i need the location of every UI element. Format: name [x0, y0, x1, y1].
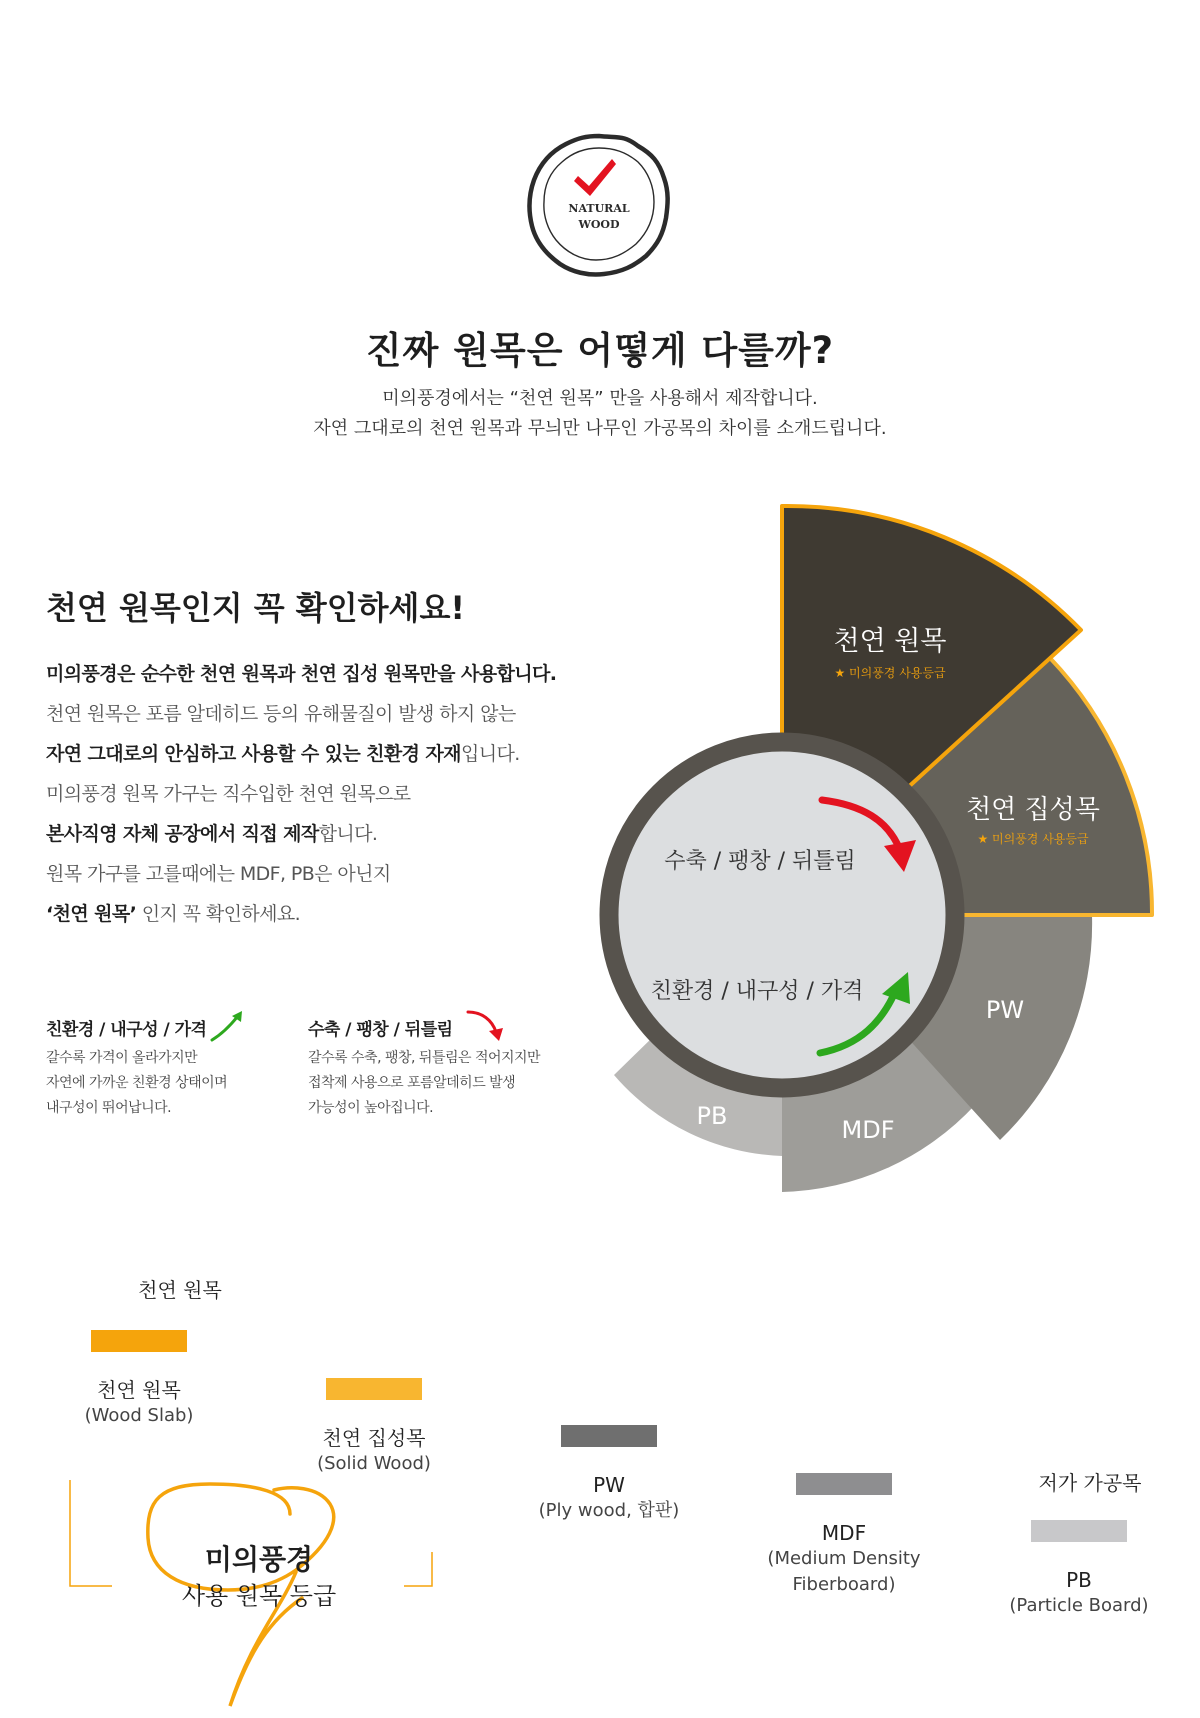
- grade-low-label: 저가 가공목: [1038, 1471, 1142, 1495]
- callout-line-1: 미의풍경: [204, 1543, 314, 1576]
- red-arrow-icon: [464, 1006, 510, 1046]
- grade-bar-wood-slab: [91, 1330, 187, 1352]
- legend-red-title: 수축 / 팽창 / 뒤틀림: [308, 1020, 453, 1040]
- grade-bar-solid-wood: [326, 1378, 422, 1400]
- body-line-7: ‘천연 원목’ 인지 꼭 확인하세요.: [46, 903, 301, 925]
- bracket-left-icon: [70, 1480, 112, 1586]
- body-line-2: 천연 원목은 포름 알데히드 등의 유해물질이 발생 하지 않는: [46, 703, 516, 725]
- badge-line2: WOOD: [578, 218, 620, 231]
- label-natural-wood: 천연 원목: [833, 626, 947, 657]
- callout-line-2: 사용 원목 등급: [181, 1582, 337, 1610]
- center-bottom-text: 친환경 / 내구성 / 가격: [650, 979, 864, 1004]
- label-glulam: 천연 집성목: [966, 795, 1100, 825]
- grade-bar-mdf: [796, 1473, 892, 1495]
- body-line-4: 미의풍경 원목 가구는 직수입한 천연 원목으로: [46, 783, 411, 805]
- page-headline: 진짜 원목은 어떻게 다를까?: [365, 329, 835, 372]
- grade-bar-plywood: [561, 1425, 657, 1447]
- badge-line1: NATURAL: [568, 202, 630, 215]
- legend-red-desc: 갈수록 수축, 팽창, 뒤틀림은 적어지지만 접착제 사용으로 포름알데히드 발생 가능성이 높아집니다.: [308, 1050, 541, 1116]
- grade-bar-pb: [1031, 1520, 1127, 1542]
- natural-wood-badge: [526, 132, 672, 278]
- intro-line-1: 미의풍경에서는 “천연 원목” 만을 사용해서 제작합니다.: [382, 388, 818, 409]
- body-line-1: 미의풍경은 순수한 천연 원목과 천연 집성 원목만을 사용합니다.: [46, 663, 557, 685]
- grade-top-label: 천연 원목: [138, 1278, 222, 1302]
- center-top-text: 수축 / 팽창 / 뒤틀림: [664, 849, 856, 874]
- grade-label-pb: PB (Particle Board): [1009, 1568, 1149, 1616]
- body-line-3: 자연 그대로의 안심하고 사용할 수 있는 친환경 자재입니다.: [46, 743, 520, 765]
- wood-grade-radial-chart: [560, 490, 1200, 1210]
- center-circle: [609, 742, 955, 1088]
- badge-glulam: ★ 미의풍경 사용등급: [977, 832, 1089, 846]
- grade-label-solid-wood: 천연 집성목 (Solid Wood): [317, 1426, 431, 1474]
- green-arrow-icon: [208, 1008, 254, 1044]
- body-line-6: 원목 가구를 고를때에는 MDF, PB은 아닌지: [46, 863, 391, 885]
- bracket-right-icon: [404, 1552, 432, 1586]
- checkmark-icon: [574, 159, 616, 196]
- label-pb: PB: [696, 1102, 728, 1130]
- legend-green-title: 친환경 / 내구성 / 가격: [46, 1020, 207, 1040]
- intro-line-2: 자연 그대로의 천연 원목과 무늬만 나무인 가공목의 차이를 소개드립니다.: [313, 418, 887, 439]
- grade-label-plywood: PW (Ply wood, 합판): [538, 1473, 680, 1521]
- badge-natural-wood: ★ 미의풍경 사용등급: [834, 666, 946, 680]
- section-title: 천연 원목인지 꼭 확인하세요!: [46, 589, 465, 627]
- legend-green-desc: 갈수록 가격이 올라가지만 자연에 가까운 친환경 상태이며 내구성이 뛰어납니다.: [46, 1050, 228, 1116]
- grade-label-mdf: MDF (Medium Density Fiberboard): [767, 1521, 921, 1595]
- grade-label-wood-slab: 천연 원목 (Wood Slab): [84, 1378, 194, 1426]
- body-line-5: 본사직영 자체 공장에서 직접 제작합니다.: [46, 823, 378, 845]
- label-pw: PW: [985, 996, 1025, 1024]
- label-mdf: MDF: [841, 1116, 895, 1144]
